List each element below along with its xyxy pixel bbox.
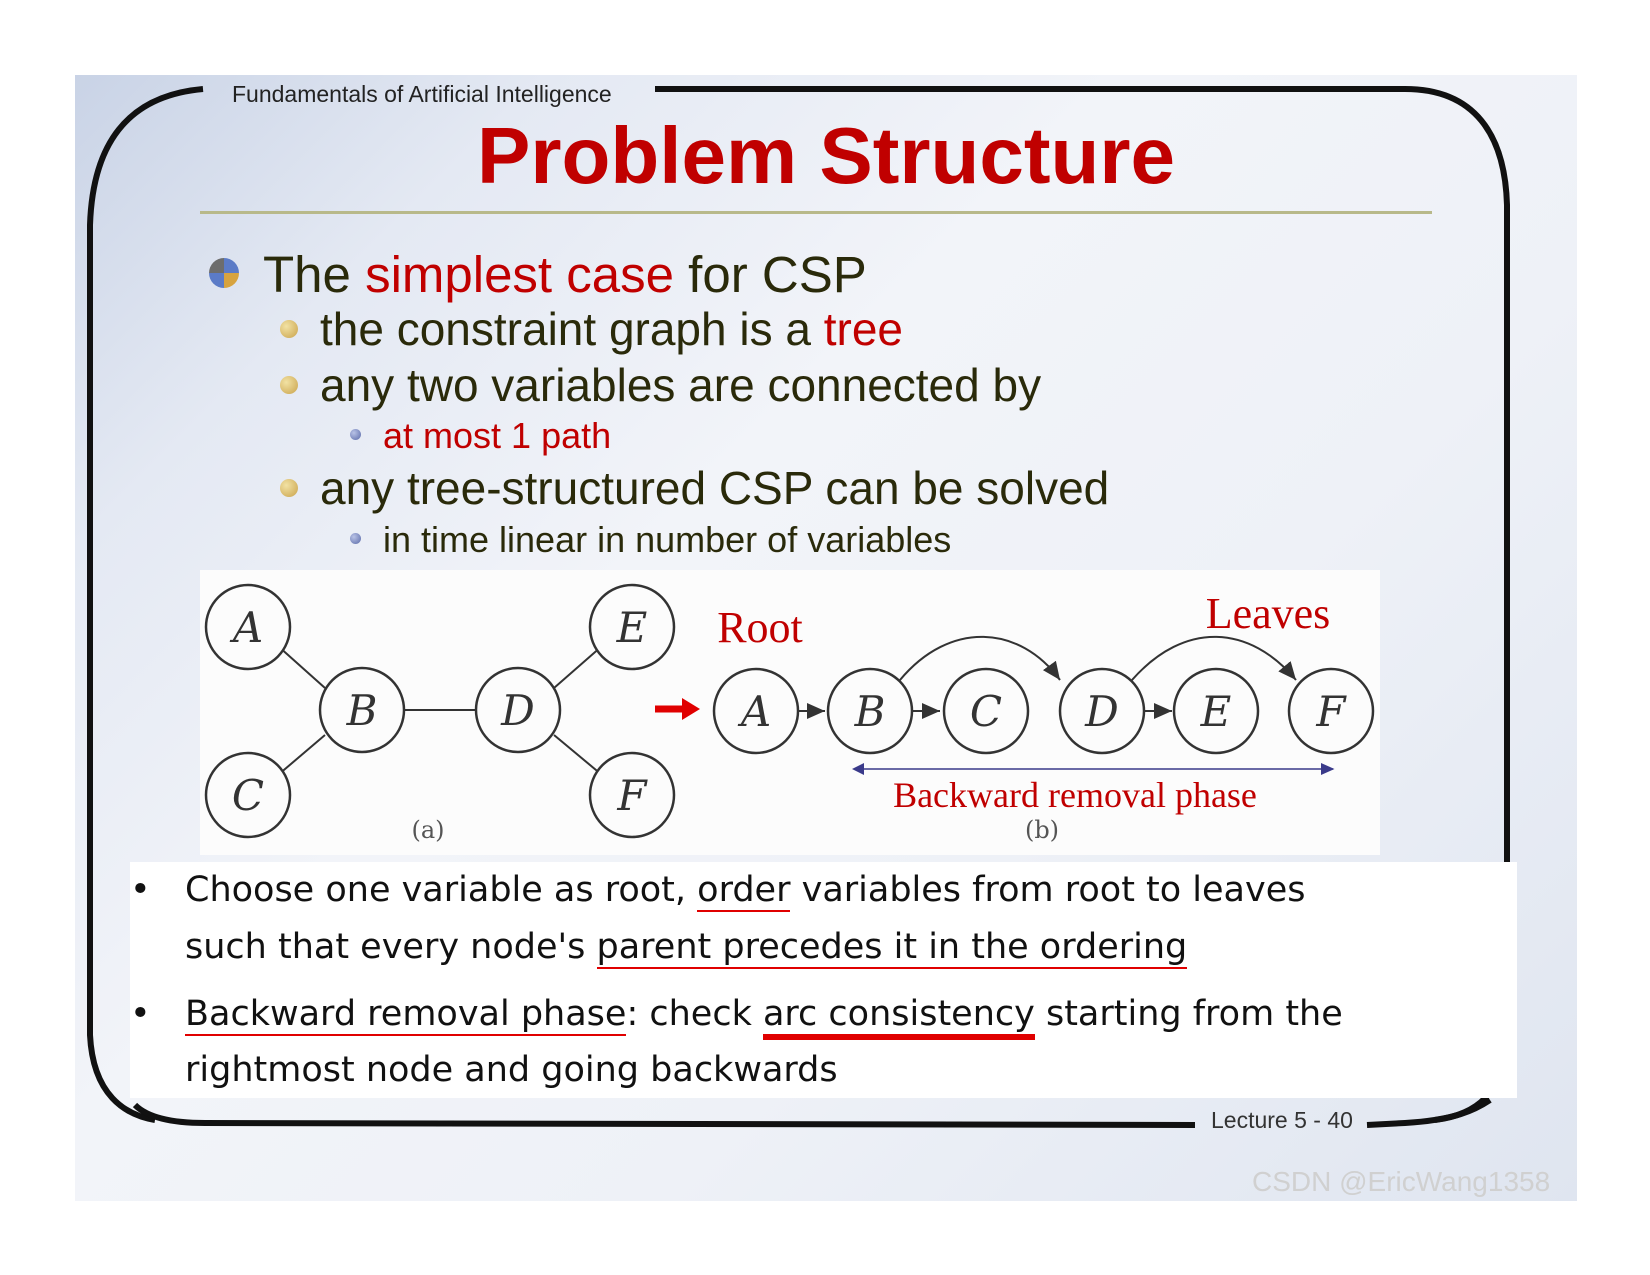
tree-node-d-label: D — [501, 686, 535, 735]
edge-d-f — [554, 735, 602, 775]
page-title: Problem Structure — [477, 111, 1175, 200]
quad-bullet-icon — [209, 258, 239, 288]
tree-node-d — [476, 668, 560, 752]
underline-parent-precedes: parent precedes it in the ordering — [596, 927, 1188, 967]
notes-box — [130, 862, 1517, 1098]
bullet-connected — [280, 358, 1041, 412]
blue-dot-icon — [350, 533, 361, 544]
bullet-level1 — [209, 245, 867, 304]
note-bullet: • — [130, 870, 151, 910]
bullet-linear-time — [350, 519, 951, 561]
tree-node-b-label: B — [346, 686, 378, 735]
tree-node-e-label: E — [616, 603, 648, 652]
gold-dot-icon — [280, 376, 298, 394]
note-text: starting from the — [1034, 994, 1343, 1034]
red-arrow-icon — [655, 698, 700, 720]
bullet-text: any two variables are connected by — [320, 359, 1042, 411]
bullet-at-most-one-path — [350, 415, 611, 457]
root-label: Root — [717, 603, 803, 652]
edge-a-b — [278, 646, 325, 688]
tree-node-f — [590, 753, 674, 837]
backward-label: Backward removal phase — [893, 775, 1257, 815]
bullet-text: The — [263, 246, 366, 303]
caption-a: (a) — [411, 816, 445, 844]
note-text: : check — [626, 994, 763, 1034]
chain-node-b — [828, 669, 912, 753]
caption-b: (b) — [1024, 816, 1060, 844]
tree-node-a-label: A — [232, 603, 264, 652]
chain-node-c — [944, 669, 1028, 753]
bullet-tree — [280, 302, 903, 356]
chain-node-e — [1174, 669, 1258, 753]
underline-arc-consistency: arc consistency — [763, 994, 1035, 1040]
csp-tree-figure — [200, 570, 1380, 855]
note-text: such that every node's — [185, 927, 597, 967]
chain-node-c-label: C — [969, 687, 1003, 736]
tree-node-f-label: F — [617, 771, 647, 820]
note-1-line-1-text — [185, 870, 1306, 910]
blue-dot-icon — [350, 429, 361, 440]
tree-node-c-label: C — [231, 771, 265, 820]
tree-node-a — [206, 585, 290, 669]
chain-node-a — [714, 669, 798, 753]
leaves-label: Leaves — [1205, 589, 1331, 638]
slide — [75, 75, 1577, 1201]
chain-node-f-label: F — [1316, 687, 1346, 736]
note-text: Choose one variable as root, — [185, 870, 698, 910]
frame-bottom-stroke — [135, 1105, 1195, 1125]
note-2-line-2-text: rightmost node and going backwards — [185, 1050, 838, 1090]
bullet-text: the constraint graph is a — [320, 303, 824, 355]
chain-node-b-label: B — [854, 687, 886, 736]
bullet-text-suffix: for CSP — [674, 246, 867, 303]
highlight-tree: tree — [823, 303, 903, 355]
bullet-text: at most 1 path — [383, 415, 612, 456]
gold-dot-icon — [280, 320, 298, 338]
lecture-page-number: Lecture 5 - 40 — [1211, 1107, 1353, 1133]
chain-node-f — [1289, 669, 1373, 753]
title-divider — [200, 211, 1432, 214]
note-bullet: • — [130, 994, 151, 1034]
chain-node-d-label: D — [1085, 687, 1119, 736]
chain-node-d — [1060, 669, 1144, 753]
course-header: Fundamentals of Artificial Intelligence — [232, 81, 612, 107]
bullet-solved — [280, 461, 1109, 515]
chain-node-a-label: A — [740, 687, 772, 736]
tree-node-c — [206, 753, 290, 837]
underline-order: order — [697, 870, 791, 910]
underline-backward-removal: Backward removal phase — [185, 994, 627, 1034]
bullet-text: any tree-structured CSP can be solved — [320, 462, 1110, 514]
note-2-line-1-text — [185, 994, 1343, 1034]
bullet-text: in time linear in number of variables — [383, 519, 952, 560]
frame-bottom-right-stroke — [1367, 1100, 1490, 1125]
highlight-simplest-case: simplest case — [365, 246, 675, 303]
figure-svg — [200, 570, 1380, 855]
gold-dot-icon — [280, 479, 298, 497]
watermark: CSDN @EricWang1358 — [1252, 1166, 1551, 1197]
edge-d-e — [554, 646, 602, 688]
tree-node-e — [590, 585, 674, 669]
edge-b-c — [278, 735, 325, 775]
backward-arrow-head-icon — [852, 763, 864, 775]
note-1-line-2-text — [185, 927, 1187, 967]
note-text: variables from root to leaves — [790, 870, 1306, 910]
chain-node-e-label: E — [1200, 687, 1232, 736]
tree-node-b — [320, 668, 404, 752]
